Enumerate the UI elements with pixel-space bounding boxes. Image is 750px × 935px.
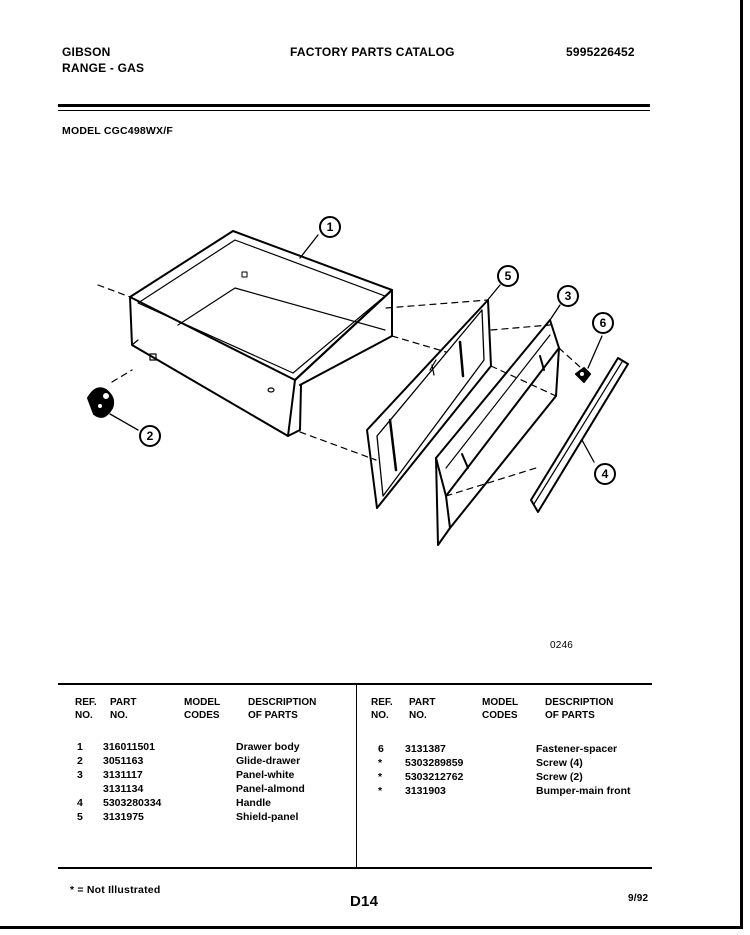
table-row-desc: Panel-white [236, 769, 295, 781]
callout-4: 4 [601, 467, 609, 481]
table-row-ref: 3 [77, 769, 83, 781]
table-row-ref: 5 [77, 811, 83, 823]
col-header-model: MODEL CODES [184, 697, 221, 721]
table-row-ref: * [378, 757, 383, 769]
table-row-part: 3131117 [103, 769, 143, 781]
table-row-part: 5303212762 [405, 771, 464, 783]
col-header-ref: REF. NO. [75, 697, 97, 721]
col-header-part-right: PART NO. [409, 697, 436, 721]
drawer-body-part [130, 231, 392, 436]
catalog-title: FACTORY PARTS CATALOG [290, 45, 455, 59]
table-row-desc: Handle [236, 797, 272, 809]
table-row-desc: Shield-panel [236, 811, 299, 823]
header-rule-thin [58, 110, 650, 111]
brand-name: GIBSON [62, 45, 111, 59]
table-row-desc: Fastener-spacer [536, 743, 618, 755]
exploded-parts-diagram [60, 200, 660, 570]
col-header-model-right: MODEL CODES [482, 697, 519, 721]
bumper-part [531, 358, 628, 512]
page-code: D14 [350, 893, 379, 910]
table-row-part: 3051163 [103, 755, 144, 767]
callout-1: 1 [326, 220, 334, 234]
callout-3: 3 [564, 289, 572, 303]
table-row-ref: 6 [378, 743, 384, 755]
col-header-ref-right: REF. NO. [371, 697, 393, 721]
table-row-desc: Screw (4) [536, 757, 583, 769]
table-row-part: 3131134 [103, 783, 144, 795]
table-divider [356, 685, 357, 868]
table-row-desc: Screw (2) [536, 771, 583, 783]
col-header-desc-right: DESCRIPTION OF PARTS [545, 697, 614, 721]
col-header-desc: DESCRIPTION OF PARTS [248, 697, 317, 721]
model-line: MODEL CGC498WX/F [62, 125, 173, 137]
header-rule-thick [58, 104, 650, 107]
callout-2: 2 [146, 429, 154, 443]
table-row-part: 3131975 [103, 811, 144, 823]
table-row-ref: * [378, 785, 383, 797]
table-row-ref: 1 [77, 741, 83, 753]
table-row-part: 316011501 [103, 741, 155, 753]
product-type: RANGE - GAS [62, 61, 145, 75]
shield-panel-part [367, 300, 491, 508]
callout-5: 5 [504, 269, 512, 283]
table-row-desc: Glide-drawer [236, 755, 301, 767]
table-bottom-rule [58, 867, 652, 869]
table-row-part: 3131903 [405, 785, 446, 797]
table-row-ref: 2 [77, 755, 83, 767]
table-row-desc: Panel-almond [236, 783, 305, 795]
callout-6: 6 [599, 316, 607, 330]
table-row-part: 5303289859 [405, 757, 464, 769]
table-row-ref: 4 [77, 797, 83, 809]
table-top-rule [58, 683, 652, 685]
glide-drawer-part [88, 388, 113, 417]
table-row-desc: Drawer body [236, 741, 300, 753]
catalog-number: 5995226452 [566, 45, 635, 59]
not-illustrated-note: * = Not Illustrated [70, 884, 161, 896]
revision-date: 9/92 [628, 893, 649, 904]
table-row-part: 3131387 [405, 743, 446, 755]
table-row-part: 5303280334 [103, 797, 162, 809]
col-header-part: PART NO. [110, 697, 137, 721]
figure-code: 0246 [550, 640, 574, 651]
table-row-ref: * [378, 771, 383, 783]
table-row-desc: Bumper-main front [536, 785, 631, 797]
